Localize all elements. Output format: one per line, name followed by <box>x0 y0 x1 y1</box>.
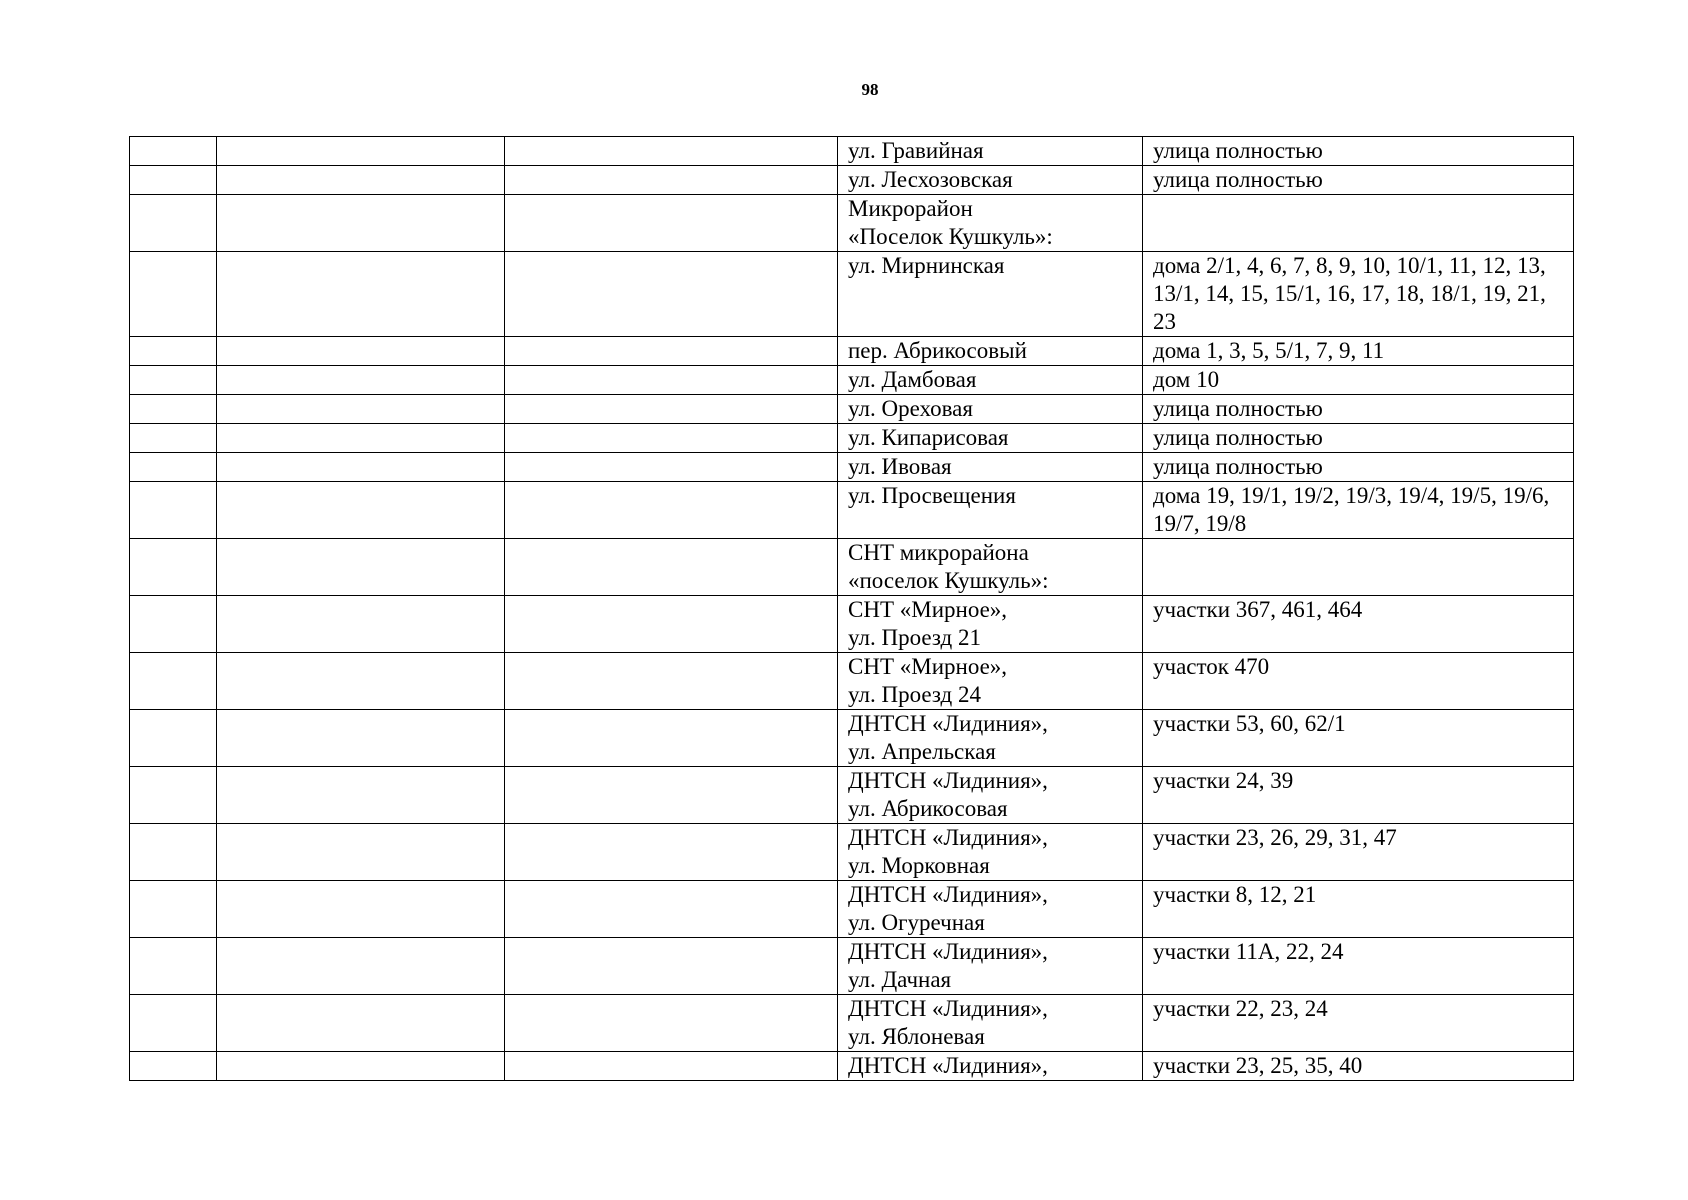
cell-area <box>505 166 838 195</box>
cell-street <box>838 482 1143 539</box>
cell-street <box>838 166 1143 195</box>
cell-area <box>505 482 838 539</box>
cell-district <box>217 453 505 482</box>
cell-houses <box>1143 767 1574 824</box>
house-numbers: улица полностью <box>1153 396 1323 421</box>
street-name: ДНТСН «Лидиния», ул. Яблоневая <box>848 996 1048 1049</box>
cell-street <box>838 938 1143 995</box>
table-row <box>130 995 1574 1052</box>
cell-district <box>217 252 505 337</box>
house-numbers: дома 1, 3, 5, 5/1, 7, 9, 11 <box>1153 338 1385 363</box>
table-row <box>130 337 1574 366</box>
cell-street <box>838 366 1143 395</box>
cell-houses <box>1143 137 1574 166</box>
table-body <box>130 137 1574 1081</box>
street-name: ул. Просвещения <box>848 483 1016 508</box>
street-name: ДНТСН «Лидиния», ул. Дачная <box>848 939 1048 992</box>
cell-street <box>838 539 1143 596</box>
cell-houses <box>1143 1052 1574 1081</box>
cell-area <box>505 1052 838 1081</box>
cell-district <box>217 824 505 881</box>
house-numbers: дома 19, 19/1, 19/2, 19/3, 19/4, 19/5, 19/6, 19/7, 19/8 <box>1153 483 1550 536</box>
house-numbers: дома 2/1, 4, 6, 7, 8, 9, 10, 10/1, 11, 12, 13, 13/1, 14, 15, 15/1, 16, 17, 18, 18/1, 19, 21, 23 <box>1153 253 1546 334</box>
cell-street <box>838 395 1143 424</box>
cell-street <box>838 453 1143 482</box>
table-row <box>130 539 1574 596</box>
cell-area <box>505 395 838 424</box>
cell-district <box>217 767 505 824</box>
table-row <box>130 137 1574 166</box>
cell-houses <box>1143 366 1574 395</box>
house-numbers: участки 24, 39 <box>1153 768 1294 793</box>
cell-area <box>505 653 838 710</box>
street-name: ул. Кипарисовая <box>848 425 1009 450</box>
cell-district <box>217 195 505 252</box>
cell-area <box>505 337 838 366</box>
house-numbers: улица полностью <box>1153 454 1323 479</box>
cell-district <box>217 482 505 539</box>
street-name: СНТ «Мирное», ул. Проезд 24 <box>848 654 1008 707</box>
table-row <box>130 366 1574 395</box>
cell-number <box>130 539 217 596</box>
cell-district <box>217 1052 505 1081</box>
cell-number <box>130 653 217 710</box>
cell-street <box>838 596 1143 653</box>
street-name: ул. Ивовая <box>848 454 952 479</box>
cell-district <box>217 938 505 995</box>
cell-number <box>130 252 217 337</box>
cell-district <box>217 424 505 453</box>
cell-number <box>130 1052 217 1081</box>
house-numbers: участки 53, 60, 62/1 <box>1153 711 1346 736</box>
cell-district <box>217 653 505 710</box>
address-table <box>129 136 1574 1081</box>
cell-number <box>130 824 217 881</box>
table-row <box>130 710 1574 767</box>
cell-district <box>217 366 505 395</box>
cell-houses <box>1143 710 1574 767</box>
cell-area <box>505 596 838 653</box>
cell-street <box>838 767 1143 824</box>
house-numbers: улица полностью <box>1153 138 1323 163</box>
cell-district <box>217 137 505 166</box>
cell-street <box>838 653 1143 710</box>
cell-number <box>130 395 217 424</box>
house-numbers: участки 367, 461, 464 <box>1153 597 1363 622</box>
house-numbers: участок 470 <box>1153 654 1270 679</box>
house-numbers: участки 23, 26, 29, 31, 47 <box>1153 825 1397 850</box>
cell-street <box>838 1052 1143 1081</box>
house-numbers: дом 10 <box>1153 367 1220 392</box>
cell-street <box>838 195 1143 252</box>
cell-houses <box>1143 995 1574 1052</box>
table-row <box>130 166 1574 195</box>
cell-number <box>130 710 217 767</box>
cell-street <box>838 137 1143 166</box>
page-number: 98 <box>861 80 879 99</box>
cell-district <box>217 395 505 424</box>
cell-houses <box>1143 824 1574 881</box>
cell-area <box>505 938 838 995</box>
street-name: ДНТСН «Лидиния», ул. Апрельская <box>848 711 1048 764</box>
cell-area <box>505 366 838 395</box>
cell-number <box>130 995 217 1052</box>
table-row <box>130 395 1574 424</box>
table-row <box>130 482 1574 539</box>
house-numbers: участки 22, 23, 24 <box>1153 996 1328 1021</box>
street-name: СНТ «Мирное», ул. Проезд 21 <box>848 597 1008 650</box>
cell-district <box>217 710 505 767</box>
cell-number <box>130 881 217 938</box>
cell-houses <box>1143 482 1574 539</box>
cell-number <box>130 137 217 166</box>
house-numbers: участки 23, 25, 35, 40 <box>1153 1053 1363 1078</box>
street-name: ул. Ореховая <box>848 396 973 421</box>
table-row <box>130 881 1574 938</box>
cell-area <box>505 824 838 881</box>
cell-area <box>505 710 838 767</box>
cell-houses <box>1143 596 1574 653</box>
cell-district <box>217 995 505 1052</box>
cell-houses <box>1143 252 1574 337</box>
cell-houses <box>1143 938 1574 995</box>
cell-area <box>505 195 838 252</box>
street-name: ДНТСН «Лидиния», ул. Морковная <box>848 825 1048 878</box>
cell-number <box>130 337 217 366</box>
cell-street <box>838 824 1143 881</box>
cell-street <box>838 424 1143 453</box>
cell-houses <box>1143 195 1574 252</box>
cell-area <box>505 767 838 824</box>
table-row <box>130 453 1574 482</box>
cell-number <box>130 767 217 824</box>
cell-number <box>130 195 217 252</box>
cell-number <box>130 482 217 539</box>
cell-number <box>130 366 217 395</box>
table-row <box>130 424 1574 453</box>
street-name: ДНТСН «Лидиния», ул. Абрикосовая <box>848 768 1048 821</box>
house-numbers: улица полностью <box>1153 167 1323 192</box>
cell-number <box>130 424 217 453</box>
cell-number <box>130 938 217 995</box>
house-numbers: улица полностью <box>1153 425 1323 450</box>
cell-houses <box>1143 337 1574 366</box>
table-row <box>130 653 1574 710</box>
cell-area <box>505 137 838 166</box>
cell-street <box>838 337 1143 366</box>
street-name: ДНТСН «Лидиния», <box>848 1053 1048 1078</box>
table-row <box>130 195 1574 252</box>
cell-houses <box>1143 166 1574 195</box>
cell-area <box>505 881 838 938</box>
table-row <box>130 252 1574 337</box>
house-numbers: участки 11А, 22, 24 <box>1153 939 1344 964</box>
street-name: ул. Лесхозовская <box>848 167 1013 192</box>
table-row <box>130 1052 1574 1081</box>
cell-houses <box>1143 539 1574 596</box>
cell-houses <box>1143 395 1574 424</box>
cell-area <box>505 424 838 453</box>
cell-number <box>130 596 217 653</box>
cell-number <box>130 166 217 195</box>
street-name: ул. Дамбовая <box>848 367 977 392</box>
cell-district <box>217 337 505 366</box>
cell-district <box>217 166 505 195</box>
cell-houses <box>1143 881 1574 938</box>
cell-street <box>838 252 1143 337</box>
cell-number <box>130 453 217 482</box>
cell-houses <box>1143 453 1574 482</box>
table-row <box>130 596 1574 653</box>
cell-street <box>838 710 1143 767</box>
cell-district <box>217 881 505 938</box>
street-name: СНТ микрорайона «поселок Кушкуль»: <box>848 540 1049 593</box>
cell-houses <box>1143 424 1574 453</box>
cell-area <box>505 539 838 596</box>
cell-area <box>505 252 838 337</box>
street-name: ДНТСН «Лидиния», ул. Огуречная <box>848 882 1048 935</box>
cell-district <box>217 596 505 653</box>
house-numbers: участки 8, 12, 21 <box>1153 882 1317 907</box>
cell-area <box>505 995 838 1052</box>
table-row <box>130 938 1574 995</box>
street-name: Микрорайон «Поселок Кушкуль»: <box>848 196 1053 249</box>
cell-street <box>838 995 1143 1052</box>
cell-street <box>838 881 1143 938</box>
street-name: ул. Мирнинская <box>848 253 1005 278</box>
cell-area <box>505 453 838 482</box>
cell-district <box>217 539 505 596</box>
table-row <box>130 767 1574 824</box>
table-row <box>130 824 1574 881</box>
street-name: ул. Гравийная <box>848 138 984 163</box>
street-name: пер. Абрикосовый <box>848 338 1027 363</box>
cell-houses <box>1143 653 1574 710</box>
